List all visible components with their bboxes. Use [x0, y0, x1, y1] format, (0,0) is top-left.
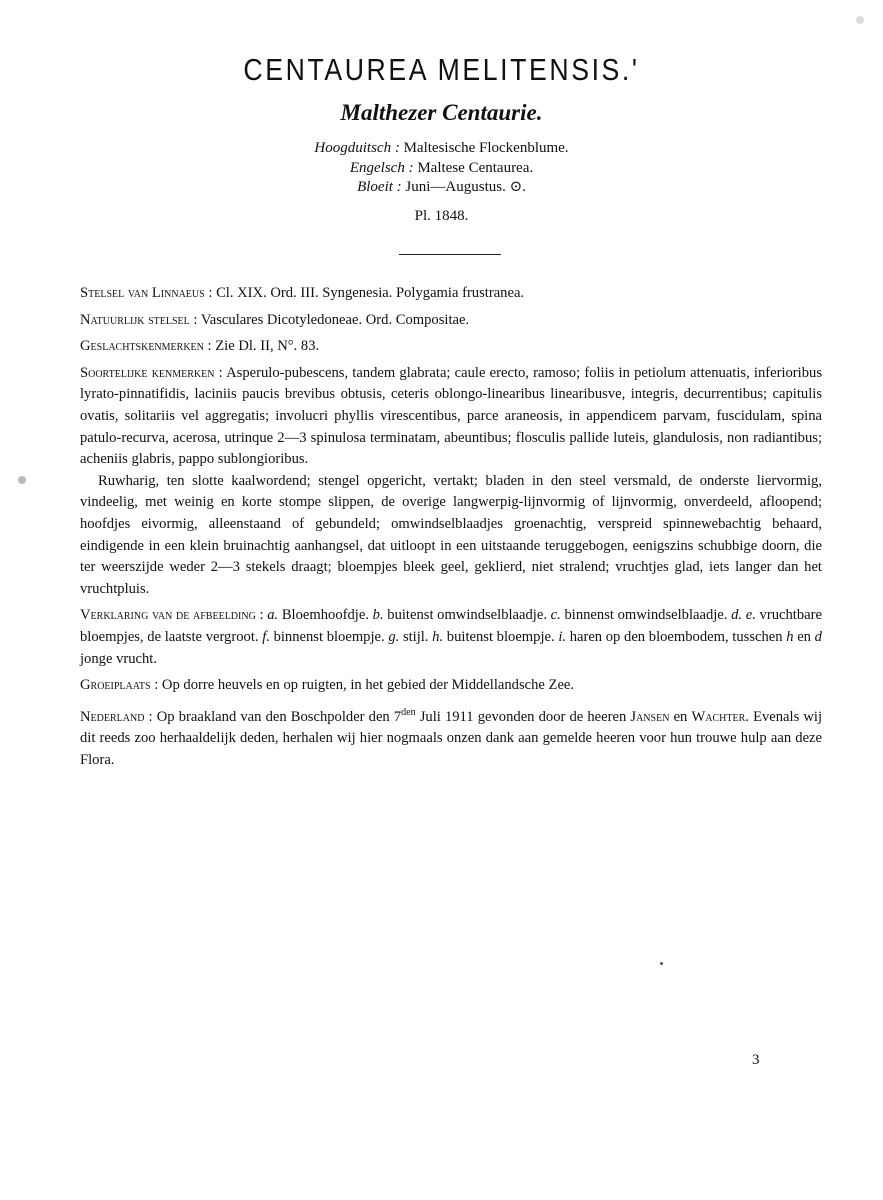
collector-name: Wachter. [691, 708, 749, 725]
natural-system-text: Vasculares Dicotyledoneae. Ord. Compositae. [200, 311, 470, 328]
species-characters-text: Asperulo-pubescens, tandem glabrata; caule erecto, ramoso; foliis in petiolum attenuatis, inferioribus lyrato-pinnatifidis, laciniis paucis brevibus obtusis, ceteris oblongo-linearibus linearibusve, integris, decurrentibus; capitulis ovatis, solitariis vel aggregatis; involucri phyllis virescentibus, parce araneosis, in appendicem parvam, fuscidulam, spina patulo-recurva, acerosa, utrinque 2—3 spinulosa terminatam, abeuntibus; flosculis pallide luteis, glandulosis, non radiantibus; acheniis glabris, pappo sublongioribus. [80, 364, 822, 468]
german-name: Maltesische Flockenblume. [403, 140, 569, 156]
german-name-line [0, 139, 883, 159]
plate-number: Pl. 1848. [414, 208, 469, 224]
scan-speck [660, 962, 663, 965]
vernacular-names [0, 139, 883, 198]
netherlands-label: Nederland : [80, 708, 153, 725]
natural-system [80, 310, 822, 332]
netherlands-occurrence: Nederland : Op braakland van den Boschpolder den $7^{den}$ Juli 1911 gevonden door de heeren Jansen en Wachter. Evenals wij dit reeds zoo herhaaldelijk deden, herhalen wij hier nogmaals onzen dank aan gemelde heeren voor hun trouwe hulp aan deze Flora. [80, 706, 823, 768]
genus-label: Geslachtskenmerken : [80, 338, 212, 355]
english-name-line [0, 159, 883, 179]
english-label: Engelsch : [349, 159, 414, 176]
habitat [80, 675, 822, 697]
species-title: CENTAUREA MELITENSIS.' [243, 52, 640, 87]
title-mark: ' [631, 52, 640, 87]
linnaeus-text: Cl. XIX. Ord. III. Syngenesia. Polygamia frustranea. [216, 285, 525, 301]
scan-speck [856, 16, 864, 24]
flowering-label: Bloeit : [357, 179, 402, 195]
scan-speck [18, 476, 26, 484]
description-body [80, 283, 822, 771]
common-name: Malthezer Centaurie. [340, 100, 543, 125]
german-label: Hoogduitsch : [314, 140, 400, 156]
natural-system-label: Natuurlijk stelsel : [80, 311, 198, 328]
figure-explanation: Verklaring van de afbeelding : a. Bloemhoofdje. b. buitenst omwindselblaadje. c. binnenst omwindselblaadje. d. e. vruchtbare bloempjes, de laatste vergroot. f. binnenst bloempje. g. stijl. h. buitenst bloempje. i. haren op den bloembodem, tusschen h en d jonge vrucht. [80, 607, 822, 667]
english-name: Maltese Centaurea. [417, 159, 534, 176]
flowering-period: Juni—Augustus. ⊙. [405, 179, 526, 195]
genus-text: Zie Dl. II, N°. 83. [215, 338, 320, 355]
species-characters [80, 363, 822, 471]
species-characters-label: Soortelijke kenmerken : [80, 364, 223, 381]
linnaeus-label: Stelsel van Linnaeus : [80, 285, 213, 301]
linnaeus-system [80, 283, 822, 305]
collector-name: Jansen [630, 708, 670, 725]
figure-explanation-label: Verklaring van de afbeelding : [80, 607, 264, 624]
habitat-label: Groeiplaats : [80, 677, 159, 694]
page-number: 3 [752, 1052, 760, 1068]
habitat-text: Op dorre heuvels en op ruigten, in het gebied der Middellandsche Zee. [161, 677, 575, 694]
section-divider [399, 254, 501, 255]
flowering-line [0, 178, 883, 198]
genus-characters [80, 336, 822, 358]
dutch-description: Ruwharig, ten slotte kaalwordend; stengel opgericht, vertakt; bladen in den steel versmald, de onderste liervormig, vindeelig, met weinig en korte stompe slippen, de overige langwerpig-lijnvormig of lijnvormig, onverdeeld, afloopend; hoofdjes eivormig, alleenstaand of gebundeld; omwindselblaadjes groenachtig, verspreid spinnewebachtig behaard, eindigende in een klein bruinachtig aanhangsel, dat uitloopt in een uitstaande teruggebogen, eenigszins schubbige doorn, die ter weerszijde weder 2—3 stekels draagt; bloempjes bleek geel, geklierd, niet stralend; vruchtjes glad, iets langer dan het vruchtpluis. [80, 472, 822, 597]
